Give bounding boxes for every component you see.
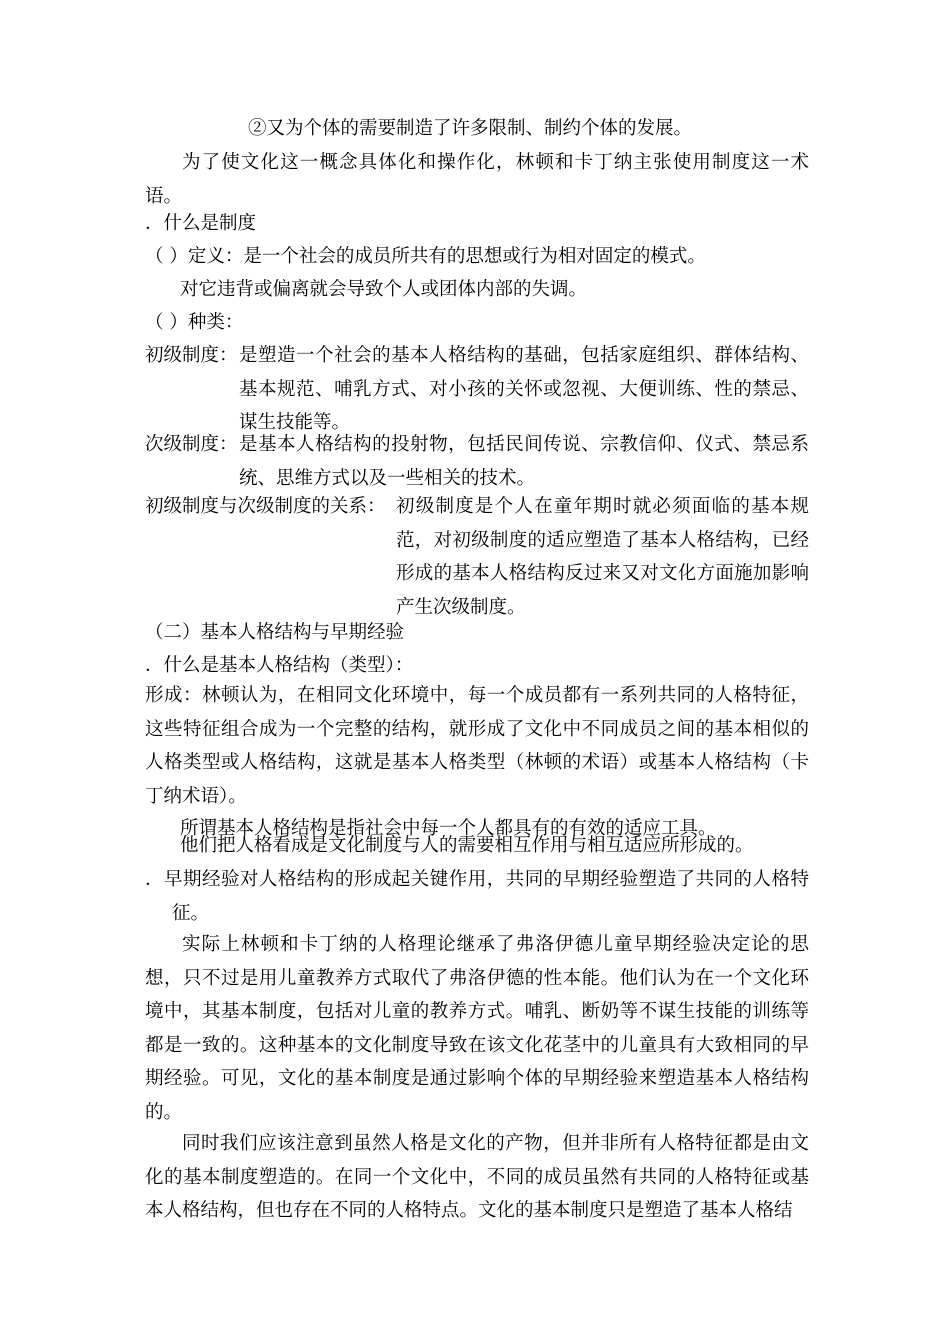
paragraph-freud-inheritance: 实际上林顿和卡丁纳的人格理论继承了弗洛伊德儿童早期经验决定论的思想，只不过是用儿童教养方式取代了弗洛伊德的性本能。他们认为在一个文化环境中，其基本制度，包括对儿童的教养方式。哺乳、断奶等不谋生技能的训练等都是一致的。这种基本的文化制度导致在该文化花茎中的儿童具有大致相同的早期经验。可见，文化的基本制度是通过影响个体的早期经验来塑造基本人格结构的。 <box>145 934 809 1123</box>
line-interaction: 他们把人格看成是文化制度与人的需要相互作用与相互适应所形成的。 <box>180 835 754 856</box>
early-experience-item: ．早期经验对人格结构的形成起关键作用，共同的早期经验塑造了共同的人格特征。 <box>145 869 809 924</box>
paragraph-individual-differences: 同时我们应该注意到虽然人格是文化的产物，但并非所有人格特征都是由文化的基本制度塑造的。在同一个文化中，不同的成员虽然有共同的人格特征或基本人格结构，但也存在不同的人格特点。文化的基本制度只是塑造了基本人格结 <box>145 1133 809 1221</box>
definition-line: （ ）定义：是一个社会的成员所共有的思想或行为相对固定的模式。 <box>145 246 706 267</box>
line-restriction: ②又为个体的需要制造了许多限制、制约个体的发展。 <box>248 118 693 139</box>
paragraph-formation: 形成：林顿认为，在相同文化环境中，每一个成员都有一系列共同的人格特征，这些特征组合成为一个完整的结构，就形成了文化中不同成员之间的基本相似的人格类型或人格结构，这就是基本人格类型（林顿的术语）或基本人格结构（卡丁纳术语）。 <box>145 685 809 807</box>
primary-institution-label: 初级制度： <box>145 345 238 366</box>
relation-label: 初级制度与次级制度的关系： <box>145 496 386 517</box>
paragraph-institution-term: 为了使文化这一概念具体化和操作化，林顿和卡丁纳主张使用制度这一术语。 <box>145 152 809 207</box>
relation-text: 初级制度是个人在童年期时就必须面临的基本规范，对初级制度的适应塑造了基本人格结构，已经形成的基本人格结构反过来又对文化方面施加影响产生次级制度。 <box>396 496 809 618</box>
heading-what-is-basic-personality: ．什么是基本人格结构（类型）： <box>145 655 414 676</box>
secondary-institution-label: 次级制度： <box>145 434 238 455</box>
heading-what-is-institution: ．什么是制度 <box>145 213 257 234</box>
kinds-heading: （ ）种类： <box>145 312 244 333</box>
line-adaptive-tool: 所谓基本人格结构是指社会中每一个人都具有的有效的适应工具。 <box>180 818 717 839</box>
primary-institution-text: 是塑造一个社会的基本人格结构的基础，包括家庭组织、群体结构、基本规范、哺乳方式、对小孩的关怀或忽视、大便训练、性的禁忌、谋生技能等。 <box>239 345 809 433</box>
section-heading-basic-personality: （二）基本人格结构与早期经验 <box>145 622 405 643</box>
definition-note: 对它违背或偏离就会导致个人或团体内部的失调。 <box>180 279 588 300</box>
secondary-institution-text: 是基本人格结构的投射物，包括民间传说、宗教信仰、仪式、禁忌系统、思维方式以及一些相关的技术。 <box>239 434 809 489</box>
